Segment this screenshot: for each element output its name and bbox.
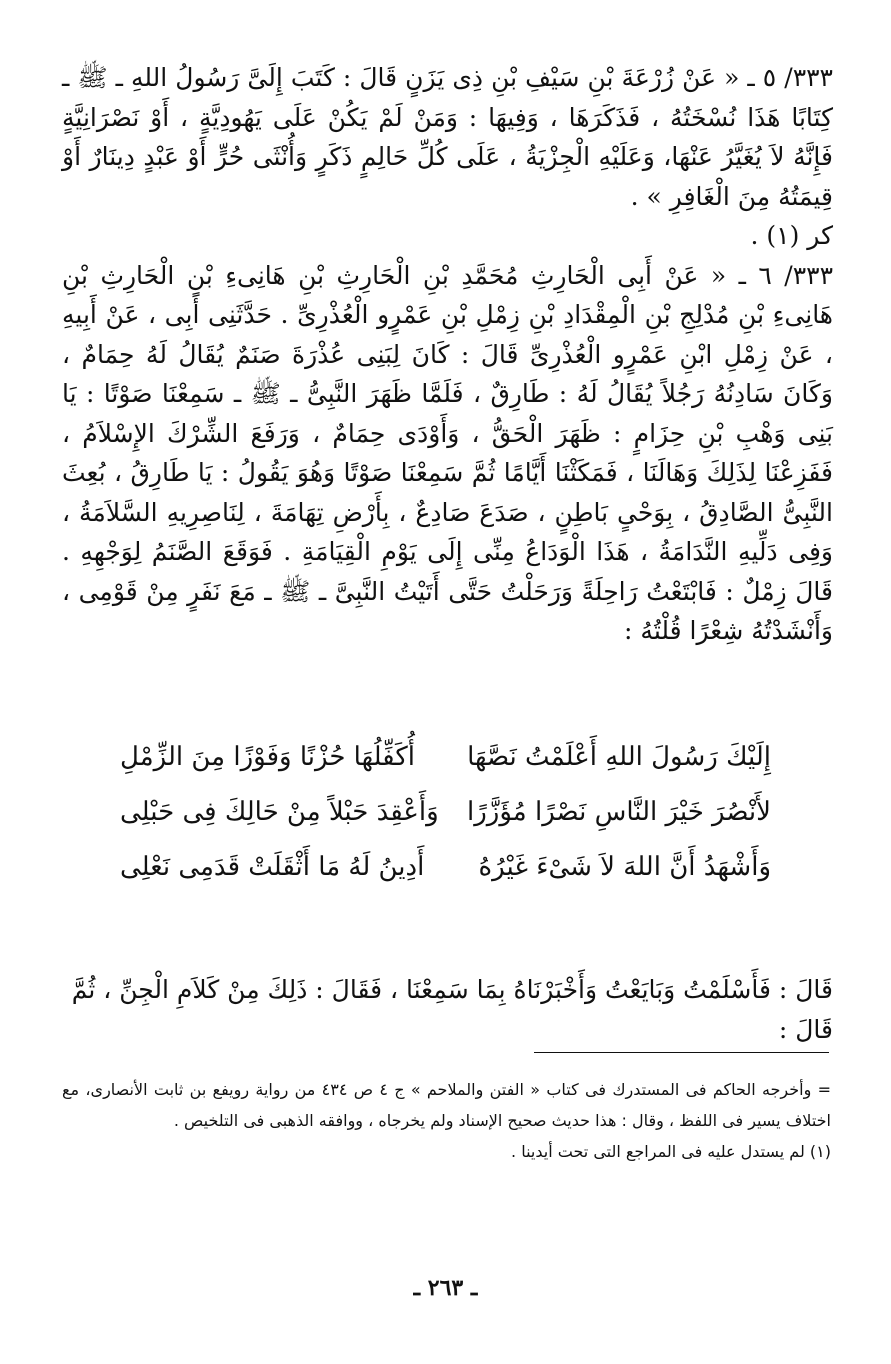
poem-verse [120, 730, 771, 785]
after-poem-text: قَالَ : فَأَسْلَمْتُ وَبَايَعْتُ وَأَخْبَرْنَاهُ بِمَا سَمِعْنَا ، فَقَالَ : ذَلِكَ مِنْ كَلاَمِ الْجِنِّ ، ثُمَّ قَالَ : [71, 975, 833, 1044]
page-number: ـ ٢٦٣ ـ [413, 1275, 478, 1301]
main-text [62, 58, 833, 651]
poem-hemistich-first: وَأَشْهَدُ أَنَّ اللهَ لاَ شَىْءَ غَيْرُهُ [478, 852, 771, 882]
footnote-continuation: = وأخرجه الحاكم فى المستدرك فى كتاب « الفتن والملاحم » ج ٤ ص ٤٣٤ من رواية رويفع بن ثابت الأنصارى، مع اختلاف يسير فى اللفظ ، وقال : هذا حديث صحيح الإسناد ولم يخرجاه ، ووافقه الذهبى فى التلخيص . [62, 1080, 831, 1130]
poem [120, 730, 771, 895]
footnotes [62, 1074, 831, 1167]
poem-hemistich-second: أَدِينُ لَهُ مَا أَثْقَلَتْ قَدَمِى نَعْلِى [120, 852, 425, 882]
poem-hemistich-second: وَأَعْقِدَ حَبْلاً مِنْ حَالِكَ فِى حَبْلِى [120, 797, 439, 827]
poem-hemistich-second: أُكَفِّلُهَا حُزْنًا وَفَوْزًا مِنَ الزِّمْلِ [120, 742, 415, 772]
hadith-paragraph-333-6: ٣٣٣/ ٦ ـ « عَنْ أَبِى الْحَارِثِ مُحَمَّدِ بْنِ الْحَارِثِ بْنِ هَانِىءِ بْنِ الْحَارِثِ بْنِ هَانِىءِ بْنِ مُدْلِجِ بْنِ الْمِقْدَادِ بْنِ زِمْلِ بْنِ عَمْرٍو الْعُذْرِىِّ . حَدَّثَنِى أَبِى ، عَنْ أَبِيهِ ، عَنْ زِمْلِ ابْنِ عَمْرٍو الْعُذْرِىِّ قَالَ : كَانَ لِبَنِى عُذْرَةَ صَنَمٌ يُقَالُ لَهُ حِمَامٌ ، وَكَانَ سَادِنُهُ رَجُلاً يُقَالُ لَهُ : طَارِقٌ ، فَلَمَّا ظَهَرَ النَّبِىُّ ـ ﷺ ـ سَمِعْنَا صَوْتًا : يَا بَنِى وَهْبِ بْنِ حِزَامٍ : ظَهَرَ الْحَقُّ ، وَأَوْدَى حِمَامٌ ، وَرَفَعَ الشِّرْكَ الإِسْلاَمُ ، فَفَزِعْنَا لِذَلِكَ وَهَالَنَا ، فَمَكَثْنَا أَيَّامًا ثُمَّ سَمِعْنَا صَوْتًا وَهُوَ يَقُولُ : يَا طَارِقُ ، بُعِثَ النَّبِىُّ الصَّادِقُ ، بِوَحْىٍ بَاطِنٍ ، صَدَعَ صَادِعٌ ، بِأَرْضِ تِهَامَةَ ، لِنَاصِرِيهِ السَّلاَمَةُ ، وَفِى دَلِّيهِ النَّدَامَةُ ، هَذَا الْوَدَاعُ مِنِّى إِلَى يَوْمِ الْقِيَامَةِ . فَوَقَعَ الصَّنَمُ لِوَجْهِهِ . قَالَ زِمْلٌ : فَابْتَعْتُ رَاحِلَةً وَرَحَلْتُ حَتَّى أَتَيْتُ النَّبِىَّ ـ ﷺ ـ مَعَ نَفَرٍ مِنْ قَوْمِى ، وَأَنْشَدْتُهُ شِعْرًا قُلْتُهُ : [62, 260, 834, 645]
hadith-paragraph-333-5: ٣٣٣/ ٥ ـ « عَنْ زُرْعَةَ بْنِ سَيْفِ بْنِ ذِى يَزَنٍ قَالَ : كَتَبَ إِلَىَّ رَسُولُ اللهِ ـ ﷺ ـ كِتَابًا هَذَا نُسْخَتُهُ ، فَذَكَرَهَا ، وَفِيهَا : وَمَنْ لَمْ يَكُنْ عَلَى يَهُودِيَّةٍ ، أَوْ نَصْرَانِيَّةٍ فَإِنَّهُ لاَ يُغَيَّرُ عَنْهَا، وَعَلَيْهِ الْجِزْيَةُ ، عَلَى كُلِّ حَالِمٍ ذَكَرٍ وَأُنْثَى حُرٍّ أَوْ عَبْدٍ دِينَارٌ أَوْ قِيمَتُهُ مِنَ الْغَافِرِ » . [62, 63, 833, 211]
footnote-divider [534, 1052, 829, 1053]
reference-note: كر (١) . [750, 221, 833, 250]
poem-hemistich-first: إِلَيْكَ رَسُولَ اللهِ أَعْلَمْتُ نَصَّهَا [467, 742, 771, 772]
poem-hemistich-first: لأَنْصُرَ خَيْرَ النَّاسِ نَصْرًا مُؤَزَّرًا [467, 797, 771, 827]
poem-verse [120, 785, 771, 840]
poem-verse [120, 840, 771, 895]
footnote-1: (١) لم يستدل عليه فى المراجع التى تحت أيدينا . [511, 1142, 831, 1161]
